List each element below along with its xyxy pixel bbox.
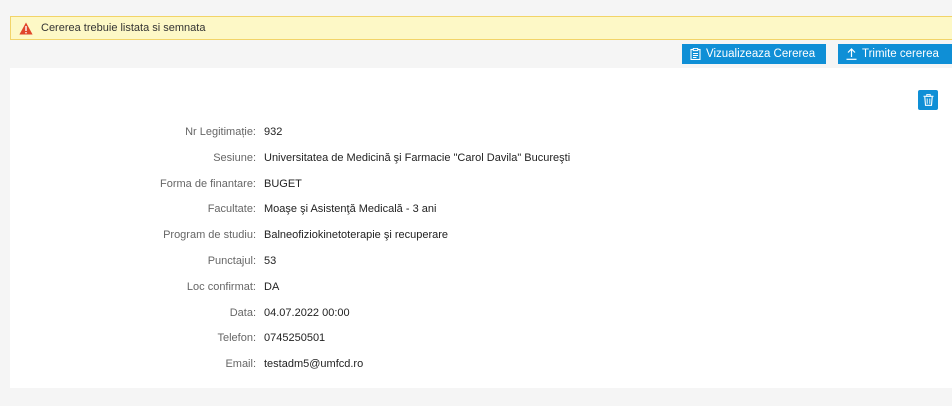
detail-row-program bbox=[10, 227, 448, 243]
detail-value: 04.07.2022 00:00 bbox=[264, 307, 350, 319]
clipboard-icon bbox=[690, 48, 701, 60]
send-request-button[interactable] bbox=[838, 44, 952, 64]
detail-value: 53 bbox=[264, 255, 277, 267]
detail-row-email bbox=[10, 356, 363, 372]
view-request-button[interactable] bbox=[682, 44, 826, 64]
detail-label: Sesiune: bbox=[213, 152, 256, 164]
detail-row-punctaj bbox=[10, 253, 276, 269]
detail-label: Nr Legitimație: bbox=[185, 126, 256, 138]
detail-row-sesiune bbox=[10, 150, 570, 166]
detail-value: DA bbox=[264, 281, 280, 293]
delete-button[interactable] bbox=[918, 90, 938, 110]
detail-value: 932 bbox=[264, 126, 283, 138]
alert-banner bbox=[10, 16, 952, 40]
detail-row-facultate bbox=[10, 201, 436, 217]
request-details-card bbox=[10, 68, 952, 388]
detail-label: Forma de finantare: bbox=[160, 178, 256, 190]
warning-triangle-icon bbox=[19, 22, 33, 35]
view-request-label: Vizualizeaza Cererea bbox=[706, 48, 816, 60]
detail-row-telefon bbox=[10, 330, 325, 346]
detail-label: Facultate: bbox=[207, 203, 256, 215]
detail-row-loc-confirmat bbox=[10, 279, 279, 295]
detail-label: Punctajul: bbox=[207, 255, 256, 267]
detail-label: Data: bbox=[229, 307, 256, 319]
detail-value: Balneofiziokinetoterapie şi recuperare bbox=[264, 229, 449, 241]
detail-row-legitimatie bbox=[10, 124, 282, 140]
detail-value: 0745250501 bbox=[264, 332, 326, 344]
send-request-label: Trimite cererea bbox=[862, 48, 939, 60]
detail-label: Loc confirmat: bbox=[186, 281, 256, 293]
detail-value: Universitatea de Medicină şi Farmacie "Carol Davila" Bucureşti bbox=[264, 152, 571, 164]
detail-row-finantare bbox=[10, 176, 302, 192]
detail-value: Moaşe şi Asistenţă Medicală - 3 ani bbox=[264, 203, 437, 215]
detail-row-data bbox=[10, 305, 350, 321]
upload-icon bbox=[846, 48, 857, 60]
trash-icon bbox=[923, 94, 934, 106]
detail-label: Program de studiu: bbox=[163, 229, 256, 241]
alert-message: Cererea trebuie listata si semnata bbox=[41, 22, 206, 34]
detail-value: BUGET bbox=[264, 178, 302, 190]
detail-label: Email: bbox=[225, 358, 256, 370]
detail-label: Telefon: bbox=[217, 332, 256, 344]
detail-value: testadm5@umfcd.ro bbox=[264, 358, 364, 370]
